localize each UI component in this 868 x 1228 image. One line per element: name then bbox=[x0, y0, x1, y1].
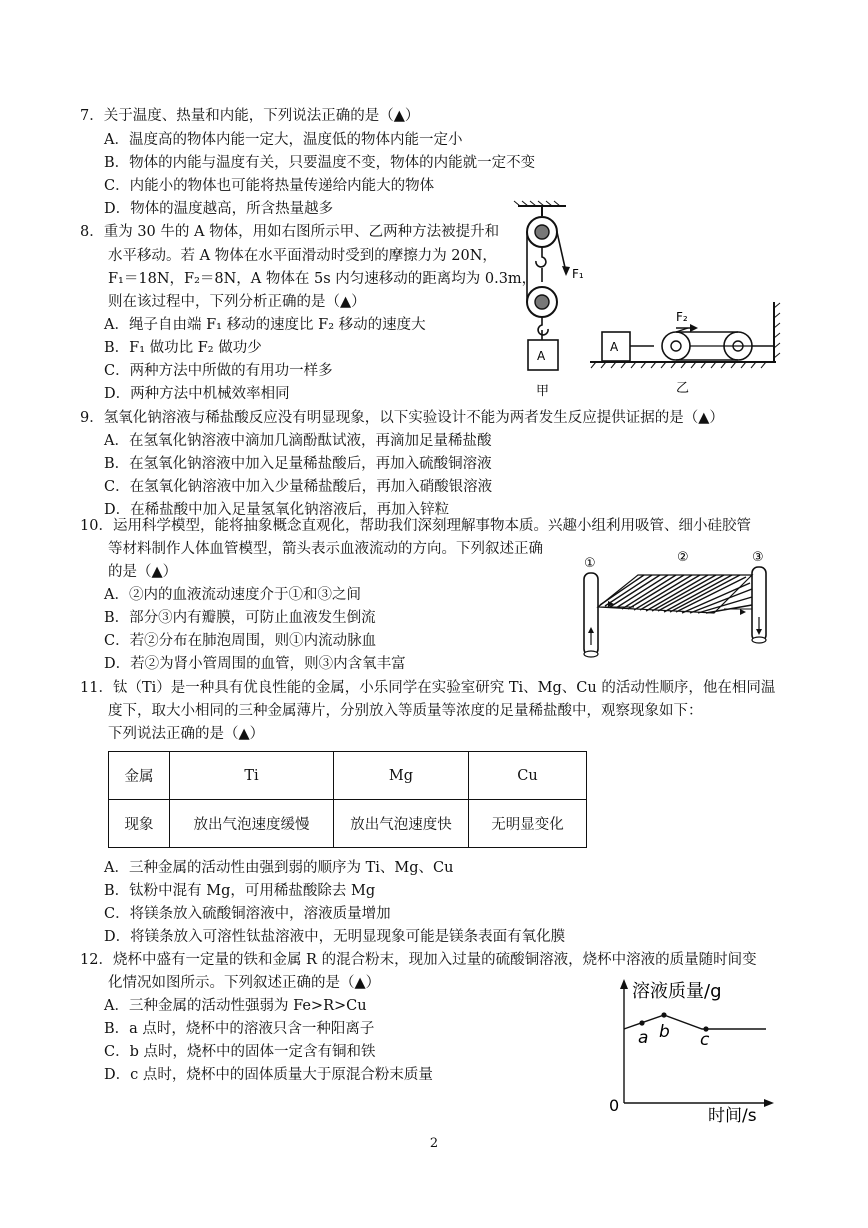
q8-option-d: D．两种方法中机械效率相同 bbox=[104, 386, 290, 402]
q12-option-b: B．a 点时，烧杯中的溶液只含一种阳离子 bbox=[104, 1021, 375, 1037]
point-c-label: c bbox=[700, 1030, 710, 1050]
q8-option-b: B．F₁ 做功比 F₂ 做功少 bbox=[104, 340, 262, 356]
q12-option-d: D．c 点时，烧杯中的固体质量大于原混合粉末质量 bbox=[104, 1067, 433, 1083]
point-a-marker bbox=[639, 1020, 644, 1025]
table-cell: Cu bbox=[469, 752, 587, 800]
q8-option-c: C．两种方法中所做的有用功一样多 bbox=[104, 363, 333, 379]
label-f2: F₂ bbox=[676, 310, 688, 324]
table-row bbox=[109, 800, 587, 848]
q9-option-d: D．在稀盐酸中加入足量氢氧化钠溶液后，再加入锌粒 bbox=[104, 502, 450, 518]
q12-stem-line-2: 化情况如图所示。下列叙述正确的是（▲） bbox=[108, 975, 381, 991]
q7-option-c: C．内能小的物体也可能将热量传递给内能大的物体 bbox=[104, 178, 435, 194]
caption-yi: 乙 bbox=[676, 381, 690, 396]
q10-option-b: B．部分③内有瓣膜，可防止血液发生倒流 bbox=[104, 610, 376, 626]
pulley-figure-jia bbox=[500, 200, 590, 400]
solution-mass-graph bbox=[600, 975, 780, 1130]
table-cell: Ti bbox=[170, 752, 334, 800]
q9-option-a: A．在氢氧化钠溶液中滴加几滴酚酞试液，再滴加足量稀盐酸 bbox=[104, 433, 492, 449]
q11-stem-line-3: 下列说法正确的是（▲） bbox=[108, 726, 265, 742]
label-f1: F₁ bbox=[572, 267, 584, 281]
table-cell: 无明显变化 bbox=[469, 800, 587, 848]
caption-jia: 甲 bbox=[536, 384, 550, 399]
q10-stem-line-3: 的是（▲） bbox=[108, 564, 178, 580]
page-number: 2 bbox=[429, 1136, 439, 1151]
point-a-label: a bbox=[638, 1028, 649, 1048]
block-a-yi: A bbox=[610, 340, 619, 354]
pulley-figure-yi bbox=[588, 300, 788, 400]
block-a-jia: A bbox=[537, 349, 546, 363]
label-vessel-2: ② bbox=[677, 550, 689, 565]
q11-option-a: A．三种金属的活动性由强到弱的顺序为 Ti、Mg、Cu bbox=[104, 860, 454, 876]
table-cell: 金属 bbox=[109, 752, 170, 800]
q8-stem-line-3: F₁＝18N，F₂＝8N，A 物体在 5s 内匀速移动的距离均为 0.3m， bbox=[108, 271, 537, 287]
label-vessel-1: ① bbox=[584, 556, 596, 571]
label-vessel-3: ③ bbox=[752, 550, 764, 565]
q11-option-c: C．将镁条放入硫酸铜溶液中，溶液质量增加 bbox=[104, 906, 391, 922]
q12-stem-line-1: 12．烧杯中盛有一定量的铁和金属 R 的混合粉末，现加入过量的硫酸铜溶液，烧杯中溶液的质量随时间变 bbox=[80, 952, 757, 968]
q9-stem: 9．氢氧化钠溶液与稀盐酸反应没有明显现象，以下实验设计不能为两者发生反应提供证据的是（▲） bbox=[80, 410, 724, 426]
q7-option-b: B．物体的内能与温度有关，只要温度不变，物体的内能就一定不变 bbox=[104, 155, 536, 171]
q11-stem-line-2: 度下，取大小相同的三种金属薄片，分别放入等质量等浓度的足量稀盐酸中，观察现象如下： bbox=[108, 703, 703, 719]
q10-stem-line-2: 等材料制作人体血管模型，箭头表示血液流动的方向。下列叙述正确 bbox=[108, 541, 543, 557]
q9-option-b: B．在氢氧化钠溶液中加入足量稀盐酸后，再加入硫酸铜溶液 bbox=[104, 456, 492, 472]
table-cell: 放出气泡速度缓慢 bbox=[170, 800, 334, 848]
q11-stem-line-1: 11．钛（Ti）是一种具有优良性能的金属，小乐同学在实验室研究 Ti、Mg、Cu 的活动性顺序，他在相同温 bbox=[80, 680, 776, 696]
table-cell: 现象 bbox=[109, 800, 170, 848]
graph-xlabel: 时间/s bbox=[708, 1106, 757, 1126]
q7-option-d: D．物体的温度越高，所含热量越多 bbox=[104, 201, 334, 217]
graph-origin: 0 bbox=[609, 1096, 620, 1115]
q11-option-d: D．将镁条放入可溶性钛盐溶液中，无明显现象可能是镁条表面有氧化膜 bbox=[104, 929, 566, 945]
q8-stem-line-4: 则在该过程中，下列分析正确的是（▲） bbox=[108, 294, 366, 310]
q10-option-d: D．若②为肾小管周围的血管，则③内含氧丰富 bbox=[104, 656, 406, 672]
q9-option-c: C．在氢氧化钠溶液中加入少量稀盐酸后，再加入硝酸银溶液 bbox=[104, 479, 493, 495]
metal-observation-table bbox=[108, 751, 587, 848]
q8-option-a: A．绳子自由端 F₁ 移动的速度比 F₂ 移动的速度大 bbox=[104, 317, 426, 333]
q12-option-a: A．三种金属的活动性强弱为 Fe>R>Cu bbox=[104, 998, 367, 1014]
q7-option-a: A．温度高的物体内能一定大，温度低的物体内能一定小 bbox=[104, 132, 463, 148]
table-cell: 放出气泡速度快 bbox=[334, 800, 469, 848]
q8-stem-line-1: 8．重为 30 牛的 A 物体，用如右图所示甲、乙两种方法被提升和 bbox=[80, 224, 500, 240]
q11-option-b: B．钛粉中混有 Mg，可用稀盐酸除去 Mg bbox=[104, 883, 376, 899]
q8-stem-line-2: 水平移动。若 A 物体在水平面滑动时受到的摩擦力为 20N， bbox=[108, 248, 497, 264]
q10-option-c: C．若②分布在肺泡周围，则①内流动脉血 bbox=[104, 633, 377, 649]
q10-stem-line-1: 10．运用科学模型，能将抽象概念直观化，帮助我们深刻理解事物本质。兴趣小组利用吸管、细小硅胶管 bbox=[80, 518, 751, 534]
table-header-row bbox=[109, 752, 587, 800]
point-b-label: b bbox=[659, 1022, 670, 1042]
graph-ylabel: 溶液质量/g bbox=[632, 981, 722, 1002]
q12-option-c: C．b 点时，烧杯中的固体一定含有铜和铁 bbox=[104, 1044, 376, 1060]
q7-stem: 7．关于温度、热量和内能，下列说法正确的是（▲） bbox=[80, 108, 420, 124]
table-cell: Mg bbox=[334, 752, 469, 800]
q10-option-a: A．②内的血液流动速度介于①和③之间 bbox=[104, 587, 361, 603]
point-b-marker bbox=[661, 1012, 666, 1017]
blood-vessel-model-figure bbox=[574, 545, 774, 665]
